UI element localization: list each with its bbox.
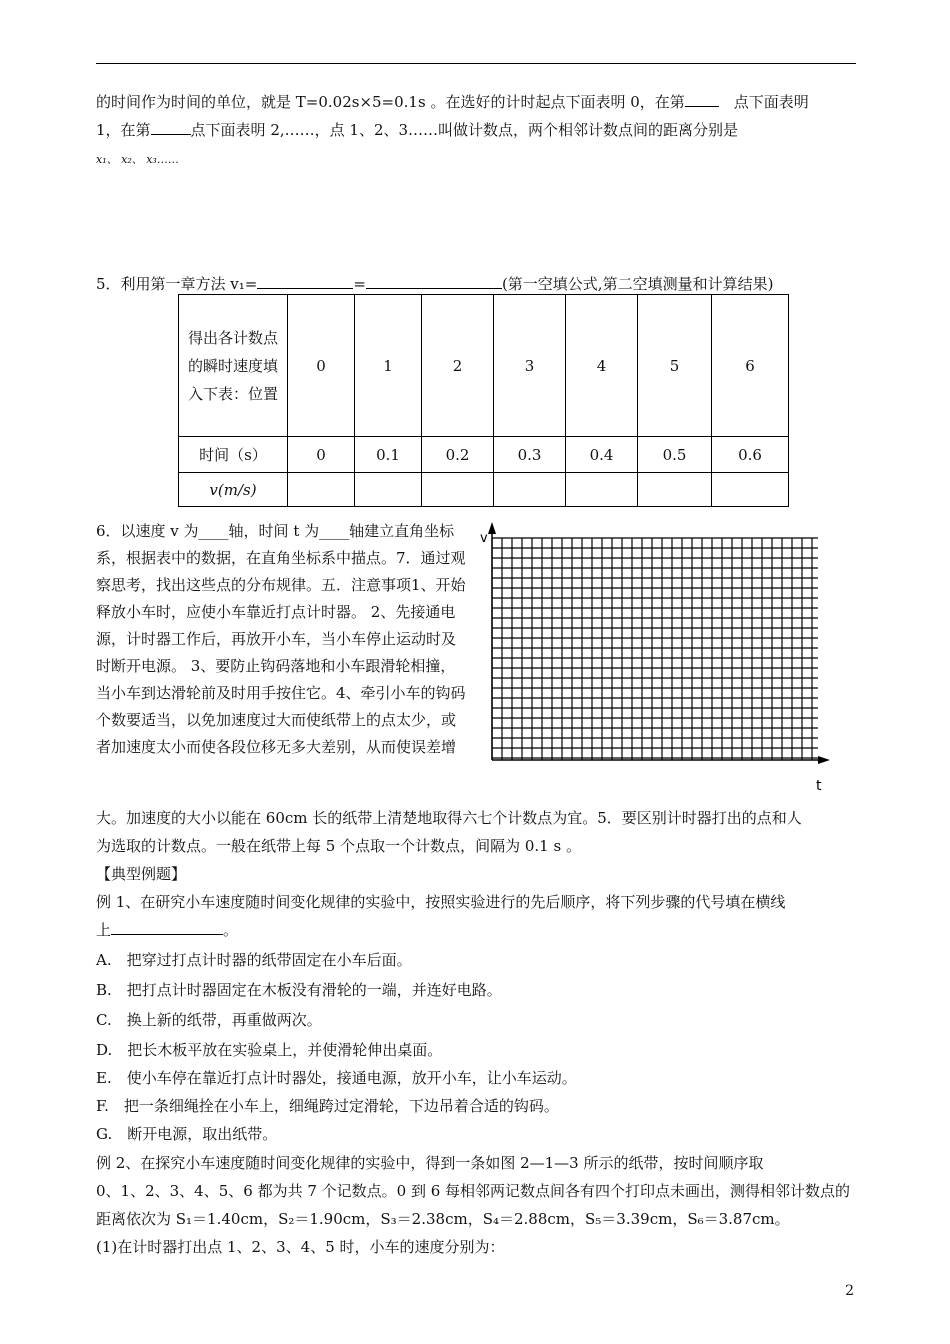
step-item: F. 把一条细绳拴在小车上，细绳跨过定滑轮，下边吊着合适的钩码。: [96, 1097, 559, 1115]
velocity-input-cell[interactable]: [422, 473, 494, 507]
step-item: C. 换上新的纸带，再重做两次。: [96, 1011, 322, 1029]
x-axis-label: t: [816, 778, 822, 794]
y-axis-label: v: [480, 531, 488, 546]
step-item: A. 把穿过打点计时器的纸带固定在小车后面。: [96, 951, 412, 969]
blank-field[interactable]: [685, 92, 719, 107]
time-cell: 0.4: [566, 437, 638, 473]
wrapped-notes: 6．以速度 v 为____轴，时间 t 为____轴建立直角坐标系，根据表中的数据，在直角坐标系中描点。7．通过观察思考，找出这些点的分布规律。五．注意事项1、开始释放小车时，应使小车靠近打点计时器。 2、先接通电源，计时器工作后，再放开小车，当小车停止运动时及时断开电源。 3、要防止钩码落地和小车跟滑轮相撞，当小车到达滑轮前及时用手按住它。4、牵引小车的钩码个数要适当，以免加速度过大而使纸带上的点太少，或者加速度太小而使各段位移无多大差别，从而使误差增: [96, 522, 466, 756]
time-cell: 0.3: [494, 437, 566, 473]
velocity-input-cell[interactable]: [288, 473, 355, 507]
section-title: 【典型例题】: [96, 865, 187, 883]
x-axis-arrow-icon: [818, 756, 830, 764]
time-cell: 0.6: [712, 437, 789, 473]
time-cell: 0.5: [638, 437, 712, 473]
intro-x-list: x₁、 x₂、 x₃……: [96, 153, 179, 166]
position-cell: 2: [422, 295, 494, 437]
step-item: B. 把打点计时器固定在木板没有滑轮的一端，并连好电路。: [96, 981, 502, 999]
example2-line-3: 距离依次为 S₁＝1.40cm，S₂＝1.90cm，S₃＝2.38cm，S₄＝2.88cm，S₅＝3.39cm，S₆＝3.87cm。: [96, 1210, 790, 1228]
example2-line-2: 0、1、2、3、4、5、6 都为共 7 个记数点。0 到 6 每相邻两记数点间各有四个打印点未画出，测得相邻计数点的: [96, 1182, 851, 1200]
formula-blank[interactable]: [257, 274, 353, 289]
example2-line-4: (1)在计时器打出点 1、2、3、4、5 时，小车的速度分别为：: [96, 1238, 505, 1256]
item5-line: 5．利用第一章方法 v₁= = (第一空填公式,第二空填测量和计算结果): [96, 275, 774, 293]
header-rule: [96, 63, 856, 64]
velocity-input-cell[interactable]: [566, 473, 638, 507]
order-answer-blank[interactable]: [111, 920, 223, 935]
velocity-input-cell[interactable]: [712, 473, 789, 507]
intro-line-2: 1，在第 点下面表明 2,……，点 1、2、3……叫做计数点，两个相邻计数点间的距离分别是: [96, 121, 739, 139]
step-item: D. 把长木板平放在实验桌上，并使滑轮伸出桌面。: [96, 1041, 443, 1059]
note-line-1: 大。加速度的大小以能在 60cm 长的纸带上清楚地取得六七个计数点为宜。5．要区别计时器打出的点和人: [96, 809, 802, 827]
result-blank[interactable]: [366, 274, 502, 289]
velocity-input-cell[interactable]: [638, 473, 712, 507]
time-cell: 0.2: [422, 437, 494, 473]
velocity-table: [178, 294, 789, 507]
step-item: G. 断开电源，取出纸带。: [96, 1125, 278, 1143]
vt-graph[interactable]: [478, 520, 838, 800]
velocity-input-cell[interactable]: [355, 473, 422, 507]
velocity-input-cell[interactable]: [494, 473, 566, 507]
page-number: 2: [845, 1283, 854, 1299]
note-line-2: 为选取的计数点。一般在纸带上每 5 个点取一个计数点，间隔为 0.1 s 。: [96, 837, 581, 855]
time-cell: 0.1: [355, 437, 422, 473]
example1-line-2: 上 。: [96, 921, 239, 939]
position-cell: 6: [712, 295, 789, 437]
position-cell: 0: [288, 295, 355, 437]
table-row-header: 得出各计数点的瞬时速度填入下表：位置: [179, 295, 288, 437]
position-cell: 1: [355, 295, 422, 437]
step-item: E. 使小车停在靠近打点计时器处，接通电源，放开小车，让小车运动。: [96, 1069, 577, 1087]
intro-line-1: 的时间作为时间的单位，就是 T=0.02s×5=0.1s 。在选好的计时起点下面表明 0，在第 点下面表明: [96, 93, 809, 111]
position-cell: 3: [494, 295, 566, 437]
position-cell: 5: [638, 295, 712, 437]
example2-line-1: 例 2、在探究小车速度随时间变化规律的实验中，得到一条如图 2—1—3 所示的纸带，按时间顺序取: [96, 1154, 764, 1172]
y-axis-arrow-icon: [488, 522, 496, 534]
velocity-label-cell: v(m/s): [179, 473, 288, 507]
blank-field[interactable]: [151, 120, 191, 135]
time-cell: 0: [288, 437, 355, 473]
time-label-cell: 时间（s）: [179, 437, 288, 473]
position-cell: 4: [566, 295, 638, 437]
example1-line-1: 例 1、在研究小车速度随时间变化规律的实验中，按照实验进行的先后顺序，将下列步骤的代号填在横线: [96, 893, 786, 911]
